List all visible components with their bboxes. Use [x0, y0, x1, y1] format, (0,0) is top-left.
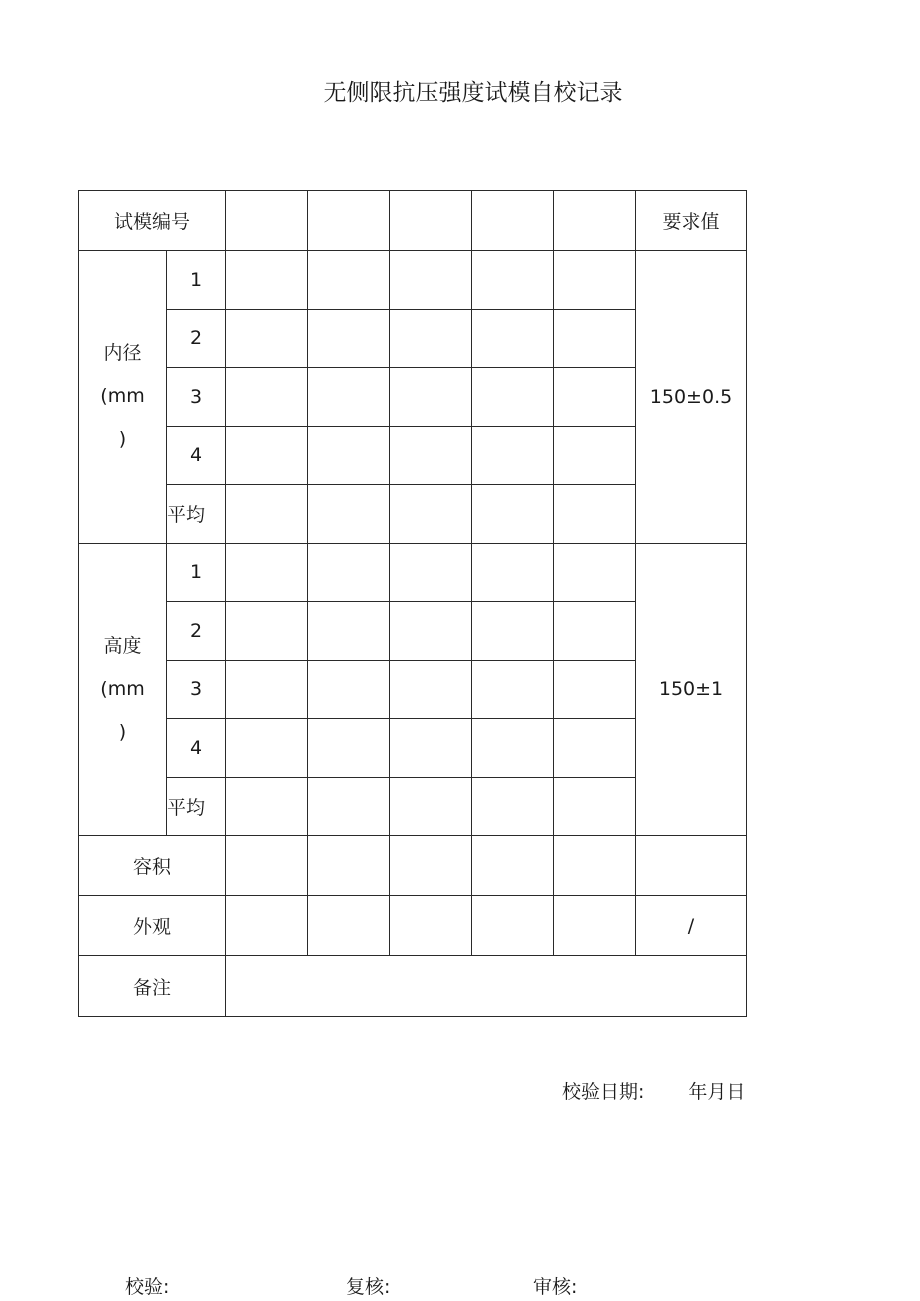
- data-cell[interactable]: [226, 719, 308, 778]
- group-label-line: 高度: [103, 634, 142, 657]
- data-cell[interactable]: [390, 309, 472, 368]
- group-label-line: 内径: [103, 342, 142, 365]
- measure-index: 3: [167, 368, 226, 427]
- volume-row: [79, 836, 747, 896]
- data-cell[interactable]: [226, 485, 308, 544]
- data-cell[interactable]: [472, 485, 554, 544]
- header-requirement: 要求值: [636, 191, 747, 251]
- measure-index: 2: [167, 309, 226, 368]
- data-cell[interactable]: [554, 836, 636, 896]
- appearance-label: 外观: [79, 896, 226, 956]
- group-label-line: ): [118, 720, 127, 743]
- data-cell[interactable]: [308, 251, 390, 310]
- data-cell[interactable]: [472, 368, 554, 427]
- data-cell[interactable]: [472, 543, 554, 602]
- remarks-label: 备注: [79, 956, 226, 1017]
- group-label-line: (mm: [100, 385, 145, 408]
- calibrator-signature: 校验:: [125, 1276, 170, 1298]
- data-cell[interactable]: [226, 426, 308, 485]
- table-row: [79, 543, 747, 602]
- calibration-date: [562, 1077, 745, 1104]
- header-row: [79, 191, 747, 251]
- measure-index: 3: [167, 660, 226, 719]
- mold-cell[interactable]: [390, 191, 472, 251]
- measure-index: 1: [167, 543, 226, 602]
- data-cell[interactable]: [554, 777, 636, 836]
- data-cell[interactable]: [226, 896, 308, 956]
- data-cell[interactable]: [308, 309, 390, 368]
- data-cell[interactable]: [226, 309, 308, 368]
- reviewer-signature: 复核:: [346, 1276, 391, 1298]
- data-cell[interactable]: [472, 719, 554, 778]
- data-cell[interactable]: [472, 309, 554, 368]
- data-cell[interactable]: [226, 543, 308, 602]
- data-cell[interactable]: [554, 426, 636, 485]
- inner-diameter-label: [79, 251, 167, 544]
- data-cell[interactable]: [390, 719, 472, 778]
- approver-signature: 审核:: [533, 1276, 578, 1298]
- measure-index: 4: [167, 426, 226, 485]
- data-cell[interactable]: [472, 251, 554, 310]
- data-cell[interactable]: [472, 602, 554, 661]
- data-cell[interactable]: [308, 660, 390, 719]
- measure-average-label: 平均: [167, 485, 226, 544]
- date-label: 校验日期:: [562, 1081, 645, 1103]
- data-cell[interactable]: [226, 251, 308, 310]
- data-cell[interactable]: [472, 660, 554, 719]
- data-cell[interactable]: [390, 426, 472, 485]
- data-cell[interactable]: [308, 836, 390, 896]
- appearance-row: [79, 896, 747, 956]
- data-cell[interactable]: [390, 543, 472, 602]
- data-cell[interactable]: [554, 719, 636, 778]
- header-mold-number: 试模编号: [79, 191, 226, 251]
- data-cell[interactable]: [390, 660, 472, 719]
- mold-cell[interactable]: [226, 191, 308, 251]
- data-cell[interactable]: [554, 543, 636, 602]
- remarks-row: [79, 956, 747, 1017]
- data-cell[interactable]: [554, 660, 636, 719]
- mold-cell[interactable]: [472, 191, 554, 251]
- data-cell[interactable]: [308, 602, 390, 661]
- data-cell[interactable]: [390, 368, 472, 427]
- remarks-field[interactable]: [226, 956, 747, 1017]
- document-title: 无侧限抗压强度试模自校记录: [323, 80, 623, 106]
- table-row: [79, 251, 747, 310]
- data-cell[interactable]: [554, 309, 636, 368]
- group-label-line: ): [118, 428, 127, 451]
- data-cell[interactable]: [226, 777, 308, 836]
- data-cell[interactable]: [472, 426, 554, 485]
- data-cell[interactable]: [226, 660, 308, 719]
- volume-requirement: [636, 836, 747, 896]
- data-cell[interactable]: [308, 896, 390, 956]
- data-cell[interactable]: [472, 896, 554, 956]
- data-cell[interactable]: [554, 368, 636, 427]
- mold-cell[interactable]: [554, 191, 636, 251]
- data-cell[interactable]: [226, 368, 308, 427]
- volume-label: 容积: [79, 836, 226, 896]
- calibration-table: [78, 190, 747, 1017]
- height-label: [79, 543, 167, 836]
- data-cell[interactable]: [308, 485, 390, 544]
- data-cell[interactable]: [390, 485, 472, 544]
- data-cell[interactable]: [554, 251, 636, 310]
- measure-index: 2: [167, 602, 226, 661]
- data-cell[interactable]: [390, 896, 472, 956]
- data-cell[interactable]: [390, 251, 472, 310]
- appearance-requirement: /: [636, 896, 747, 956]
- data-cell[interactable]: [554, 896, 636, 956]
- measure-average-label: 平均: [167, 777, 226, 836]
- date-units: 年月日: [688, 1081, 746, 1103]
- inner-diameter-requirement: 150±0.5: [636, 251, 747, 544]
- data-cell[interactable]: [226, 836, 308, 896]
- measure-index: 4: [167, 719, 226, 778]
- measure-index: 1: [167, 251, 226, 310]
- data-cell[interactable]: [390, 777, 472, 836]
- data-cell[interactable]: [554, 602, 636, 661]
- data-cell[interactable]: [472, 836, 554, 896]
- data-cell[interactable]: [308, 426, 390, 485]
- data-cell[interactable]: [308, 719, 390, 778]
- data-cell[interactable]: [472, 777, 554, 836]
- height-requirement: 150±1: [636, 543, 747, 836]
- data-cell[interactable]: [390, 602, 472, 661]
- data-cell[interactable]: [308, 777, 390, 836]
- data-cell[interactable]: [390, 836, 472, 896]
- mold-cell[interactable]: [308, 191, 390, 251]
- data-cell[interactable]: [308, 368, 390, 427]
- data-cell[interactable]: [308, 543, 390, 602]
- data-cell[interactable]: [226, 602, 308, 661]
- data-cell[interactable]: [554, 485, 636, 544]
- group-label-line: (mm: [100, 677, 145, 700]
